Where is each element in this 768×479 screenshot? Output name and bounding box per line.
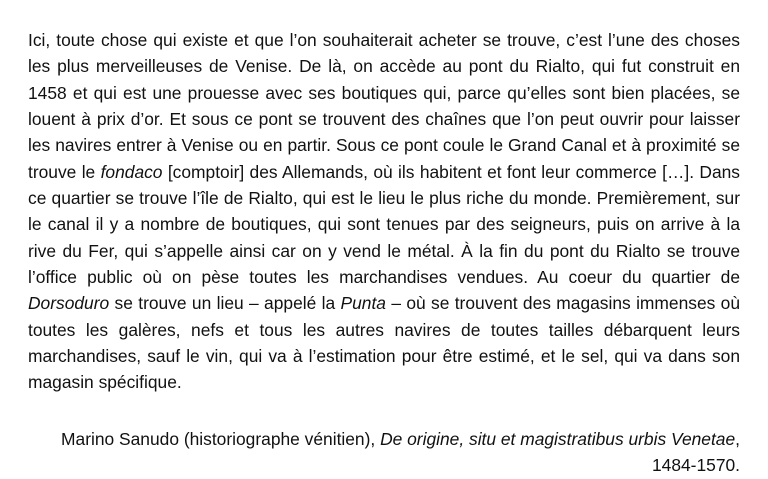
source-dates: 1484-1570. xyxy=(652,455,740,476)
fondaco-term: fondaco xyxy=(100,161,163,182)
text-segment-3: se trouve un lieu – appelé la xyxy=(109,293,341,314)
punta-term: Punta xyxy=(340,293,386,314)
source-citation xyxy=(28,426,740,479)
text-segment-1: Ici, toute chose qui existe et que l’on souhaiterait acheter se trouve, c’est l’une des choses les plus merveilleuses de Venise. De là, on accède au pont du Rialto, qui fut construit en 1458 et qui est une prouesse avec ses boutiques qui, parce qu’elles sont bien placées, se louent à prix d’or. Et sous ce pont se trouvent des chaînes que l’on peut ouvrir pour laisser les navires entrer à Venise ou en partir. Sous ce pont coule le Grand Canal et à proximité se trouve le xyxy=(28,30,740,182)
dorsoduro-term: Dorsoduro xyxy=(28,293,110,314)
text-segment-2: [comptoir] des Allemands, où ils habitent et font leur commerce […]. Dans ce quartier se trouve l’île de Rialto, qui est le lieu le plus riche du monde. Premièrement, sur le canal il y a nombre de boutiques, qui sont tenues par des seigneurs, puis on arrive à la rive du Fer, qui s’appelle ainsi car on y vend le métal. À la fin du pont du Rialto se trouve l’office public où on pèse toutes les marchandises vendues. Au coeur du quartier de xyxy=(28,161,741,288)
source-title-separator: , xyxy=(735,428,740,449)
text-segment-4: – où se trouvent des magasins immenses où toutes les galères, nefs et tous les autres navires de toutes tailles débarquent leurs marchandises, sauf le vin, qui va à l’estimation pour être estimé, et le sel, qui va dans son magasin spécifique. xyxy=(28,293,740,393)
source-author: Marino Sanudo (historiographe vénitien), xyxy=(61,428,381,449)
document-page xyxy=(28,27,740,479)
source-title: De origine, situ et magistratibus urbis Venetae xyxy=(380,428,736,449)
main-text-paragraph xyxy=(28,27,740,396)
